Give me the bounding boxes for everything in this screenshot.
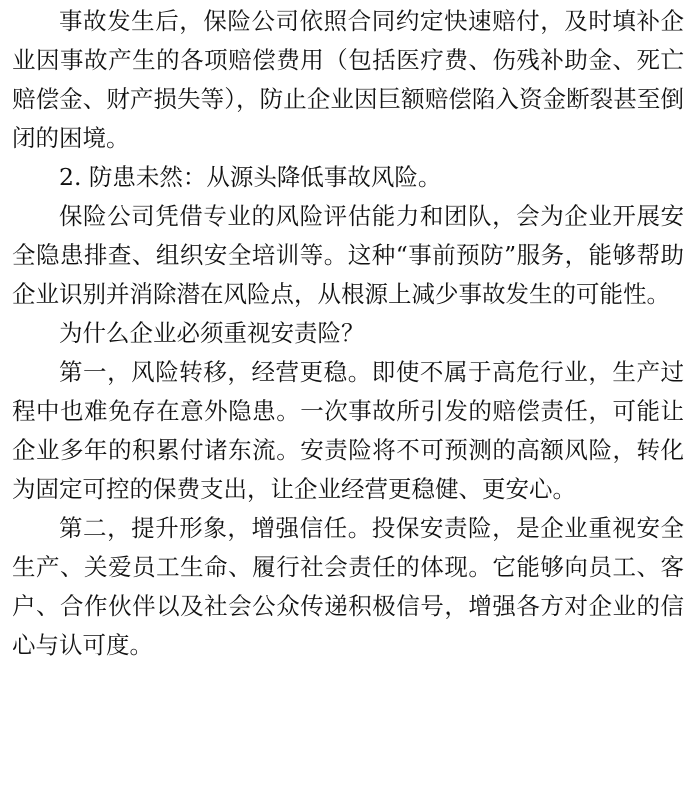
paragraph-reason-two: 第二，提升形象，增强信任。投保安责险，是企业重视安全生产、关爱员工生命、履行社会责任的体现。它能够向员工、客户、合作伙伴以及社会公众传递积极信号，增强各方对企业的信心与认可度。: [12, 514, 684, 659]
paragraph-risk-assessment: 保险公司凭借专业的风险评估能力和团队，会为企业开展安全隐患排查、组织安全培训等。这种“事前预防”服务，能够帮助企业识别并消除潜在风险点，从根源上减少事故发生的可能性。: [12, 202, 684, 308]
document-body: [12, 0, 684, 665]
paragraph-question-heading: 为什么企业必须重视安责险？: [59, 319, 365, 347]
paragraph-reason-one: 第一，风险转移，经营更稳。即使不属于高危行业，生产过程中也难免存在意外隐患。一次事故所引发的赔偿责任，可能让企业多年的积累付诸东流。安责险将不可预测的高额风险，转化为固定可控的保费支出，让企业经营更稳健、更安心。: [12, 358, 684, 503]
paragraph-claims-payout: 事故发生后，保险公司依照合同约定快速赔付，及时填补企业因事故产生的各项赔偿费用（包括医疗费、伤残补助金、死亡赔偿金、财产损失等），防止企业因巨额赔偿陷入资金断裂甚至倒闭的困境。: [12, 7, 684, 152]
paragraph-heading-prevention: 2. 防患未然：从源头降低事故风险。: [59, 163, 442, 191]
